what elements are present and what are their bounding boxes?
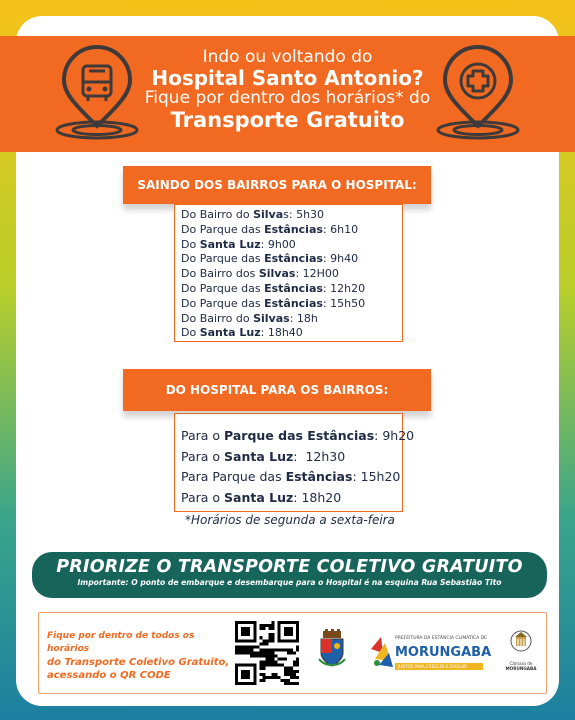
schedule-line — [175, 252, 402, 267]
qr-code-icon[interactable] — [235, 621, 299, 685]
schedule-line-time: : 12H00 — [295, 267, 339, 281]
schedule-line-prefix: Do Parque das — [181, 296, 265, 310]
schedule-line-time: : 9h00 — [260, 237, 296, 251]
schedule-line-prefix: Para Parque das — [181, 469, 286, 484]
schedule-line-place: Silva — [253, 208, 284, 221]
schedule-line-place: Santa Luz — [199, 237, 261, 251]
qr-caption-line-3: acessando o QR CODE — [47, 670, 171, 681]
schedule-line-place: Santa Luz — [224, 448, 294, 464]
schedule-line-prefix: Para o — [181, 448, 225, 464]
schedule-box-to-hospital — [174, 204, 403, 342]
schedule-line-time: : 18h — [289, 311, 318, 325]
municipal-crest-icon — [317, 629, 347, 669]
schedule-line — [175, 426, 415, 447]
qr-caption-line-2: do Transporte Coletivo Gratuito, — [47, 657, 230, 668]
section-heading-to-hospital: SAINDO DOS BAIRROS PARA O HOSPITAL: — [123, 166, 431, 204]
camara-line-2: MORUNGABA — [505, 666, 537, 671]
schedule-line-prefix: Para o — [181, 489, 225, 505]
camara-line-1: Câmara de — [509, 661, 533, 666]
camara-morungaba-logo — [503, 629, 539, 677]
schedule-line-place: Estâncias — [264, 281, 323, 295]
schedule-line-prefix: Do Parque das — [181, 252, 265, 266]
schedule-line-place: Silvas — [258, 267, 296, 281]
qr-caption — [47, 630, 233, 682]
header-hospital-name: Hospital Santo Antonio? — [151, 66, 424, 90]
camara-emblem-icon — [510, 629, 532, 655]
prefeitura-top-text: PREFEITURA DA ESTÂNCIA CLIMÁTICA DE — [395, 636, 487, 641]
schedule-line-prefix: Do — [181, 237, 200, 251]
schedule-line — [175, 238, 402, 253]
schedule-line — [175, 297, 402, 312]
header-transport-title: Transporte Gratuito — [170, 108, 405, 132]
schedule-line-time: s: 5h30 — [283, 208, 325, 221]
schedule-line-prefix: Para o — [181, 428, 225, 443]
schedule-line-time: : 18h40 — [260, 326, 303, 340]
schedule-line — [175, 208, 402, 223]
schedule-line-place: Estâncias — [264, 252, 323, 266]
schedule-line-prefix: Do Parque das — [181, 281, 265, 295]
schedule-line-time: : 18h20 — [293, 489, 342, 505]
prefeitura-morungaba-logo — [369, 631, 492, 673]
schedule-line-place: Santa Luz — [199, 326, 261, 340]
schedule-line-time: : 12h20 — [322, 281, 366, 295]
prefeitura-name: MORUNGABA — [395, 645, 492, 660]
schedule-line-prefix: Do Bairro dos — [181, 267, 259, 281]
schedule-line — [175, 223, 402, 238]
header-line-3: Fique por dentro dos horários* do — [144, 88, 431, 108]
schedule-line-time: : 15h20 — [352, 469, 401, 484]
schedule-line-time: : 6h10 — [322, 222, 359, 236]
qr-caption-line-1: Fique por dentro de todos os horários — [47, 631, 195, 654]
schedule-line-place: Estâncias — [264, 296, 323, 310]
schedule-line-time: : 9h20 — [374, 428, 415, 443]
schedule-box-from-hospital — [174, 413, 415, 512]
schedule-line-time: : 12h30 — [293, 448, 346, 464]
priority-subtitle: Importante: O ponto de embarque e desembarque para o Hospital é na esquina Rua Sebastião Tito — [77, 578, 502, 587]
schedule-line-place: Estâncias — [285, 469, 353, 484]
schedule-line-place: Estâncias — [264, 222, 323, 236]
schedule-line — [175, 267, 402, 282]
priority-title: PRIORIZE O TRANSPORTE COLETIVO GRATUITO — [56, 557, 523, 577]
schedule-note: *Horários de segunda a sexta-feira — [185, 513, 395, 527]
schedule-line-prefix: Do Bairro do — [181, 208, 254, 221]
schedule-line-time: : 9h40 — [322, 252, 359, 266]
schedule-line — [175, 312, 402, 327]
header-line-1: Indo ou voltando do — [202, 47, 373, 67]
schedule-line-prefix: Do — [181, 326, 200, 340]
schedule-line — [175, 282, 402, 297]
camara-text — [503, 661, 539, 671]
prefeitura-slogan: JUNTOS PARA CRESCER E EVOLUIR — [395, 663, 483, 670]
schedule-line-prefix: Do Bairro do — [181, 311, 254, 325]
section-heading-from-hospital: DO HOSPITAL PARA OS BAIRROS: — [123, 369, 431, 411]
schedule-line-place: Santa Luz — [224, 489, 294, 505]
schedule-line — [175, 326, 402, 341]
schedule-line-place: Parque das Estâncias — [224, 428, 375, 443]
schedule-line — [175, 447, 402, 468]
schedule-line-prefix: Do Parque das — [181, 222, 265, 236]
schedule-line-time: : 15h50 — [322, 296, 366, 310]
schedule-line-place: Silvas — [253, 311, 290, 325]
header-text — [120, 48, 455, 132]
schedule-line — [175, 467, 402, 488]
schedule-line — [175, 488, 402, 509]
footer-box — [38, 612, 547, 694]
priority-banner — [32, 552, 547, 598]
